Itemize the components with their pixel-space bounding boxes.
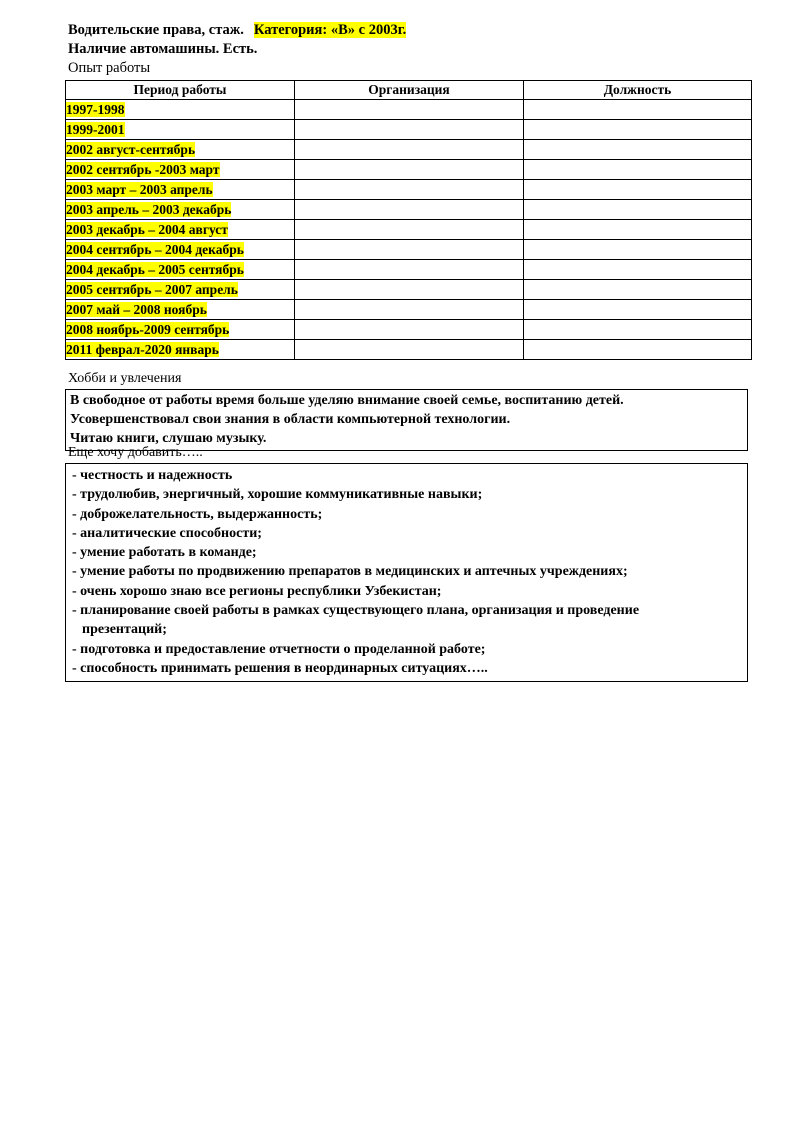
table-row: [66, 140, 752, 160]
cell-organization: [295, 200, 524, 220]
hobbies-label: Хобби и увлечения: [68, 371, 182, 386]
quality-item: - доброжелательность, выдержанность;: [72, 506, 323, 522]
drivers-license-text: Водительские права, стаж.: [68, 22, 244, 38]
table-row: [66, 180, 752, 200]
qualities-box: [65, 463, 748, 682]
cell-period: [66, 280, 295, 300]
cell-organization: [295, 340, 524, 360]
table-row: [66, 240, 752, 260]
cell-organization: [295, 260, 524, 280]
cell-period: [66, 340, 295, 360]
cell-organization: [295, 300, 524, 320]
period-highlight: 2002 август-сентябрь: [66, 141, 196, 157]
cell-period: [66, 160, 295, 180]
quality-item: - умение работать в команде;: [72, 545, 257, 561]
cell-organization: [295, 280, 524, 300]
cell-position: [524, 180, 752, 200]
period-highlight: 2003 декабрь – 2004 август: [66, 221, 228, 237]
cell-organization: [295, 240, 524, 260]
quality-item: - честность и надежность: [72, 468, 233, 483]
cell-period: [66, 300, 295, 320]
cell-organization: [295, 120, 524, 140]
cell-position: [524, 260, 752, 280]
cell-organization: [295, 180, 524, 200]
experience-table: [65, 80, 752, 360]
table-row: [66, 280, 752, 300]
period-highlight: 2004 декабрь – 2005 сентябрь: [66, 261, 244, 277]
cell-position: [524, 120, 752, 140]
cell-period: [66, 320, 295, 340]
header-block: [68, 21, 768, 78]
table-row: [66, 340, 752, 360]
table-row: [66, 300, 752, 320]
car-availability-line: Наличие автомашины. Есть.: [68, 41, 258, 57]
quality-item: - очень хорошо знаю все регионы республики Узбекистан;: [72, 583, 442, 599]
cell-period: [66, 100, 295, 120]
cell-organization: [295, 100, 524, 120]
hobby-line: Читаю книги, слушаю музыку.: [70, 431, 267, 446]
table-header-row: [66, 81, 752, 100]
cell-position: [524, 300, 752, 320]
experience-table-body: [66, 100, 752, 360]
cell-position: [524, 220, 752, 240]
period-highlight: 2003 март – 2003 апрель: [66, 181, 213, 197]
period-highlight: 2008 ноябрь-2009 сентябрь: [66, 321, 230, 337]
cell-position: [524, 240, 752, 260]
column-header-period: Период работы: [66, 81, 295, 100]
cell-period: [66, 260, 295, 280]
table-row: [66, 160, 752, 180]
cell-organization: [295, 140, 524, 160]
hobby-line: В свободное от работы время больше уделяю внимание своей семье, воспитанию детей.: [70, 393, 624, 408]
cell-period: [66, 140, 295, 160]
column-header-position: Должность: [524, 81, 752, 100]
period-highlight: 2005 сентябрь – 2007 апрель: [66, 281, 238, 297]
cell-organization: [295, 160, 524, 180]
cell-period: [66, 180, 295, 200]
cell-period: [66, 240, 295, 260]
table-row: [66, 260, 752, 280]
period-highlight: 1999-2001: [66, 121, 125, 137]
period-highlight: 1997-1998: [66, 101, 125, 117]
cell-period: [66, 200, 295, 220]
cell-position: [524, 160, 752, 180]
quality-item: - умение работы по продвижению препаратов в медицинских и аптечных учреждениях;: [72, 564, 628, 580]
hobby-line: Усовершенствовал свои знания в области компьютерной технологии.: [70, 412, 511, 427]
column-header-organization: Организация: [295, 81, 524, 100]
quality-item: - трудолюбив, энергичный, хорошие коммуникативные навыки;: [72, 487, 483, 503]
additional-label: Еще хочу добавить…..: [68, 445, 203, 460]
table-row: [66, 200, 752, 220]
cell-period: [66, 120, 295, 140]
table-row: [66, 100, 752, 120]
cell-period: [66, 220, 295, 240]
table-row: [66, 320, 752, 340]
quality-item: - планирование своей работы в рамках существующего плана, организация и проведение: [72, 603, 640, 619]
cell-position: [524, 140, 752, 160]
period-highlight: 2011 феврал-2020 январь: [66, 341, 219, 357]
cell-position: [524, 200, 752, 220]
period-highlight: 2002 сентябрь -2003 март: [66, 161, 220, 177]
hobbies-box: [65, 389, 748, 451]
drivers-license-line: [68, 21, 768, 40]
quality-item: презентаций;: [82, 622, 167, 638]
cell-position: [524, 280, 752, 300]
work-experience-label: Опыт работы: [68, 60, 151, 76]
quality-item: - подготовка и предоставление отчетности о проделанной работе;: [72, 641, 486, 657]
license-category-highlight: Категория: «В» с 2003г.: [253, 22, 407, 38]
quality-item: - аналитические способности;: [72, 525, 262, 541]
table-row: [66, 120, 752, 140]
cell-position: [524, 340, 752, 360]
cell-organization: [295, 220, 524, 240]
quality-item: - способность принимать решения в неординарных ситуациях…..: [72, 660, 488, 676]
period-highlight: 2007 май – 2008 ноябрь: [66, 301, 207, 317]
cell-organization: [295, 320, 524, 340]
table-row: [66, 220, 752, 240]
period-highlight: 2004 сентябрь – 2004 декабрь: [66, 241, 244, 257]
period-highlight: 2003 апрель – 2003 декабрь: [66, 201, 232, 217]
cell-position: [524, 100, 752, 120]
cell-position: [524, 320, 752, 340]
